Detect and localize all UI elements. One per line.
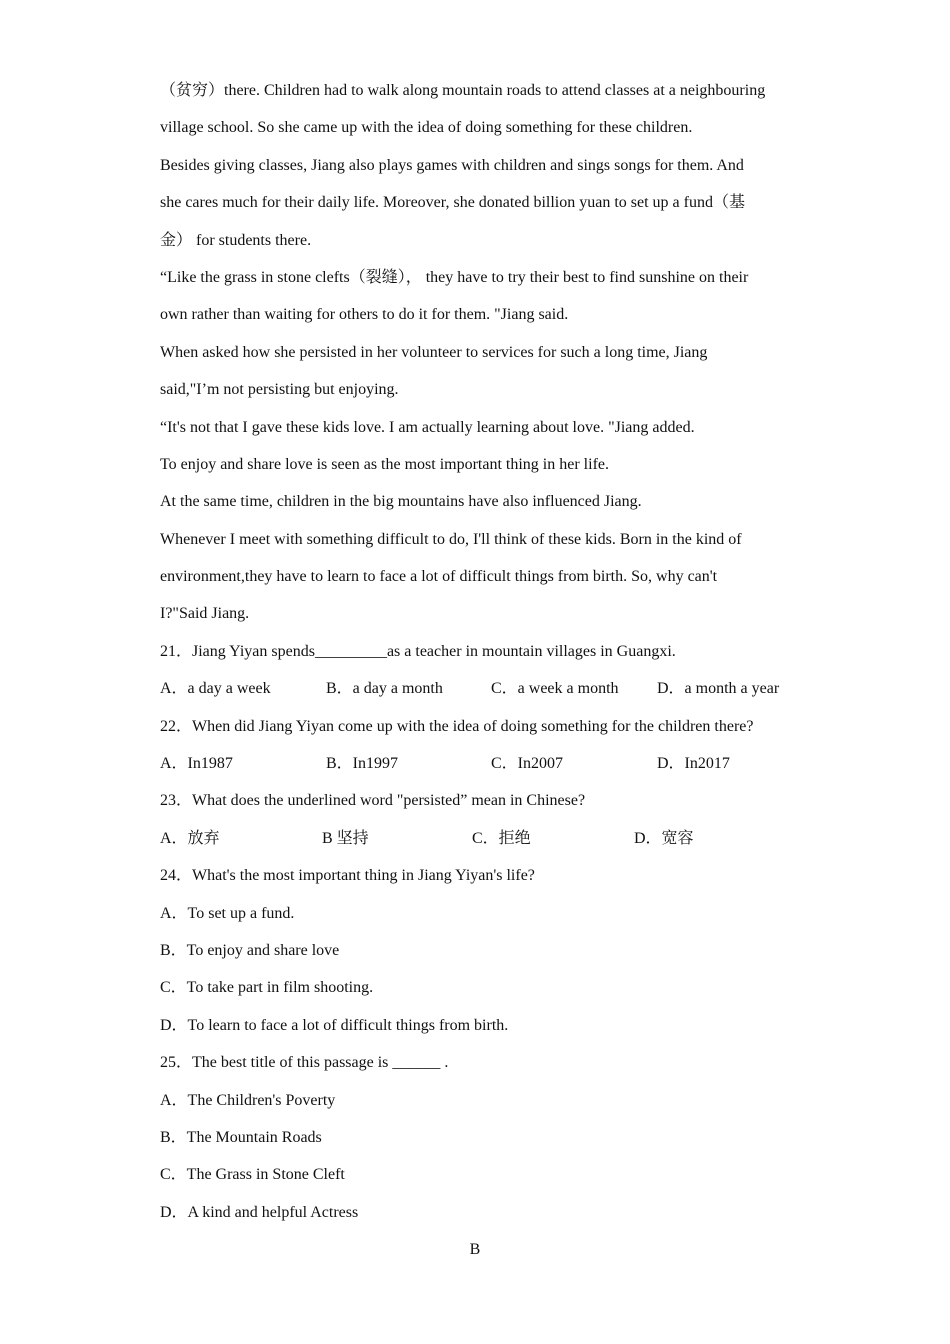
passage-line-7: own rather than waiting for others to do it for them. "Jiang said. (160, 306, 569, 324)
question-21-option-a: A．a day a week (160, 680, 271, 698)
question-25-option-d: D．A kind and helpful Actress (160, 1203, 359, 1221)
passage-line-8: When asked how she persisted in her volunteer to services for such a long time, Jiang (160, 343, 708, 361)
question-23-option-c: C．拒绝 (472, 829, 531, 847)
question-24-option-b: B．To enjoy and share love (160, 941, 340, 959)
passage-line-9: said,"I’m not persisting but enjoying. (160, 381, 399, 399)
question-22-option-d: D．In2017 (657, 755, 730, 773)
question-22-option-a: A．In1987 (160, 755, 233, 773)
question-21-options (160, 670, 800, 707)
passage-line-4: she cares much for their daily life. Moreover, she donated billion yuan to set up a fund（基 (160, 194, 745, 212)
passage-line-5: 金） for students there. (160, 231, 312, 249)
question-23-stem: 23．What does the underlined word "persisted” mean in Chinese? (160, 792, 586, 810)
question-24-option-d: D．To learn to face a lot of difficult things from birth. (160, 1016, 509, 1034)
question-24-option-c: C．To take part in film shooting. (160, 979, 374, 997)
question-24-stem: 24．What's the most important thing in Jiang Yiyan's life? (160, 867, 535, 885)
passage-line-1: （贫穷）there. Children had to walk along mountain roads to attend classes at a neighbouring (160, 82, 766, 99)
question-21-option-c: C．a week a month (491, 680, 619, 698)
document-page (160, 72, 800, 1231)
passage-line-10: “It's not that I gave these kids love. I am actually learning about love. "Jiang added. (160, 418, 695, 436)
question-23-options (160, 820, 800, 857)
question-22-option-b: B．In1997 (326, 755, 399, 773)
passage-line-13: Whenever I meet with something difficult to do, I'll think of these kids. Born in the kind of (160, 530, 742, 548)
question-23-option-a: A．放弃 (160, 829, 220, 847)
passage-line-3: Besides giving classes, Jiang also plays games with children and sings songs for them. And (160, 156, 744, 174)
question-23-option-b: B 坚持 (322, 829, 369, 847)
passage-line-2: village school. So she came up with the idea of doing something for these children. (160, 119, 693, 137)
question-25-option-b: B．The Mountain Roads (160, 1128, 322, 1146)
question-21-option-b: B．a day a month (326, 680, 443, 698)
passage-line-15: I?"Said Jiang. (160, 605, 250, 623)
question-21-option-d: D．a month a year (657, 680, 780, 698)
question-25-option-a: A．The Children's Poverty (160, 1091, 336, 1109)
question-22-options (160, 745, 800, 782)
question-22-option-c: C．In2007 (491, 755, 564, 773)
question-24-option-a: A．To set up a fund. (160, 904, 295, 922)
question-21-stem: 21．Jiang Yiyan spends_________as a teacher in mountain villages in Guangxi. (160, 642, 676, 660)
section-label: B (469, 1241, 481, 1258)
question-23-option-d: D．宽容 (634, 829, 694, 847)
question-25-stem: 25．The best title of this passage is ______ . (160, 1054, 449, 1072)
question-25-option-c: C．The Grass in Stone Cleft (160, 1166, 345, 1184)
passage-line-6: “Like the grass in stone clefts（裂缝）， they have to try their best to find sunshine on their (160, 268, 749, 286)
passage-line-12: At the same time, children in the big mountains have also influenced Jiang. (160, 493, 642, 511)
question-22-stem: 22．When did Jiang Yiyan come up with the idea of doing something for the children there? (160, 717, 754, 735)
passage-line-14: environment,they have to learn to face a lot of difficult things from birth. So, why can't (160, 568, 718, 586)
passage-line-11: To enjoy and share love is seen as the most important thing in her life. (160, 455, 609, 473)
